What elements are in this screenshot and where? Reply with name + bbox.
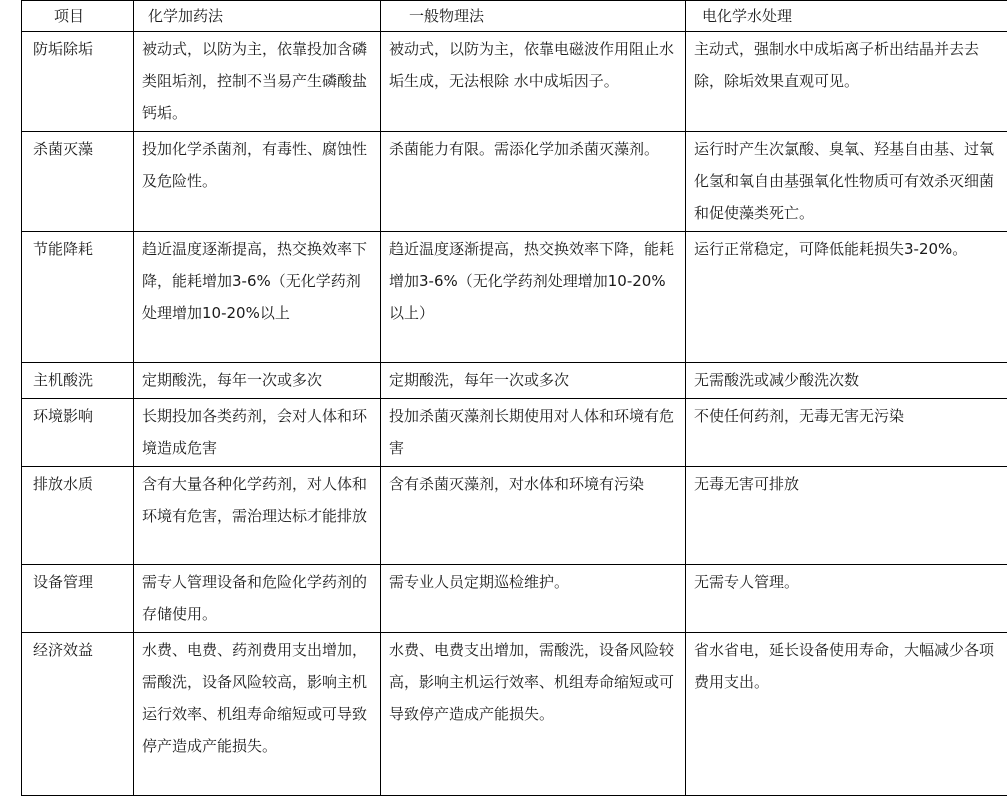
table-cell: 主动式，强制水中成垢离子析出结晶并去去除，除垢效果直观可见。 (686, 32, 1007, 132)
comparison-table (21, 0, 1007, 796)
table-cell: 趋近温度逐渐提高，热交换效率下降，能耗增加3-6%（无化学药剂处理增加10-20%以上 (134, 232, 381, 363)
table-cell: 无需酸洗或减少酸洗次数 (686, 363, 1007, 399)
table-row (22, 467, 1007, 565)
row-label: 设备管理 (22, 565, 134, 633)
header-chemical-dosing: 化学加药法 (134, 1, 381, 32)
row-label: 主机酸洗 (22, 363, 134, 399)
table-cell: 运行时产生次氯酸、臭氧、羟基自由基、过氧化氢和氧自由基强氧化性物质可有效杀灭细菌和促使藻类死亡。 (686, 132, 1007, 232)
table-row (22, 399, 1007, 467)
table-cell: 定期酸洗，每年一次或多次 (134, 363, 381, 399)
table-row (22, 363, 1007, 399)
table-cell: 水费、电费、药剂费用支出增加，需酸洗，设备风险较高，影响主机运行效率、机组寿命缩短或可导致停产造成产能损失。 (134, 633, 381, 796)
table-header-row (22, 1, 1007, 32)
table-row (22, 565, 1007, 633)
table-cell: 省水省电，延长设备使用寿命，大幅减少各项费用支出。 (686, 633, 1007, 796)
table-cell: 杀菌能力有限。需添化学加杀菌灭藻剂。 (381, 132, 686, 232)
table-cell: 定期酸洗，每年一次或多次 (381, 363, 686, 399)
table-cell: 需专业人员定期巡检维护。 (381, 565, 686, 633)
table-cell: 趋近温度逐渐提高，热交换效率下降，能耗增加3-6%（无化学药剂处理增加10-20%以上） (381, 232, 686, 363)
table-cell: 无毒无害可排放 (686, 467, 1007, 565)
row-label: 排放水质 (22, 467, 134, 565)
table-cell: 含有杀菌灭藻剂，对水体和环境有污染 (381, 467, 686, 565)
table-cell: 无需专人管理。 (686, 565, 1007, 633)
header-physical-method: 一般物理法 (381, 1, 686, 32)
table-cell: 投加化学杀菌剂，有毒性、腐蚀性及危险性。 (134, 132, 381, 232)
table-cell: 不使任何药剂，无毒无害无污染 (686, 399, 1007, 467)
row-label: 经济效益 (22, 633, 134, 796)
table-cell: 被动式，以防为主，依靠电磁波作用阻止水垢生成，无法根除 水中成垢因子。 (381, 32, 686, 132)
table-cell: 含有大量各种化学药剂，对人体和环境有危害，需治理达标才能排放 (134, 467, 381, 565)
row-label: 环境影响 (22, 399, 134, 467)
table-cell: 长期投加各类药剂，会对人体和环境造成危害 (134, 399, 381, 467)
header-item: 项目 (22, 1, 134, 32)
table-cell: 运行正常稳定，可降低能耗损失3-20%。 (686, 232, 1007, 363)
row-label: 节能降耗 (22, 232, 134, 363)
table-row (22, 32, 1007, 132)
table-cell: 投加杀菌灭藻剂长期使用对人体和环境有危害 (381, 399, 686, 467)
table-row (22, 132, 1007, 232)
row-label: 杀菌灭藻 (22, 132, 134, 232)
table-cell: 水费、电费支出增加，需酸洗，设备风险较高，影响主机运行效率、机组寿命缩短或可导致停产造成产能损失。 (381, 633, 686, 796)
table-row (22, 633, 1007, 796)
table-cell: 需专人管理设备和危险化学药剂的存储使用。 (134, 565, 381, 633)
row-label: 防垢除垢 (22, 32, 134, 132)
table-row (22, 232, 1007, 363)
header-electrochemical: 电化学水处理 (686, 1, 1007, 32)
table-cell: 被动式，以防为主，依靠投加含磷类阻垢剂，控制不当易产生磷酸盐钙垢。 (134, 32, 381, 132)
comparison-table-container (21, 0, 1007, 796)
